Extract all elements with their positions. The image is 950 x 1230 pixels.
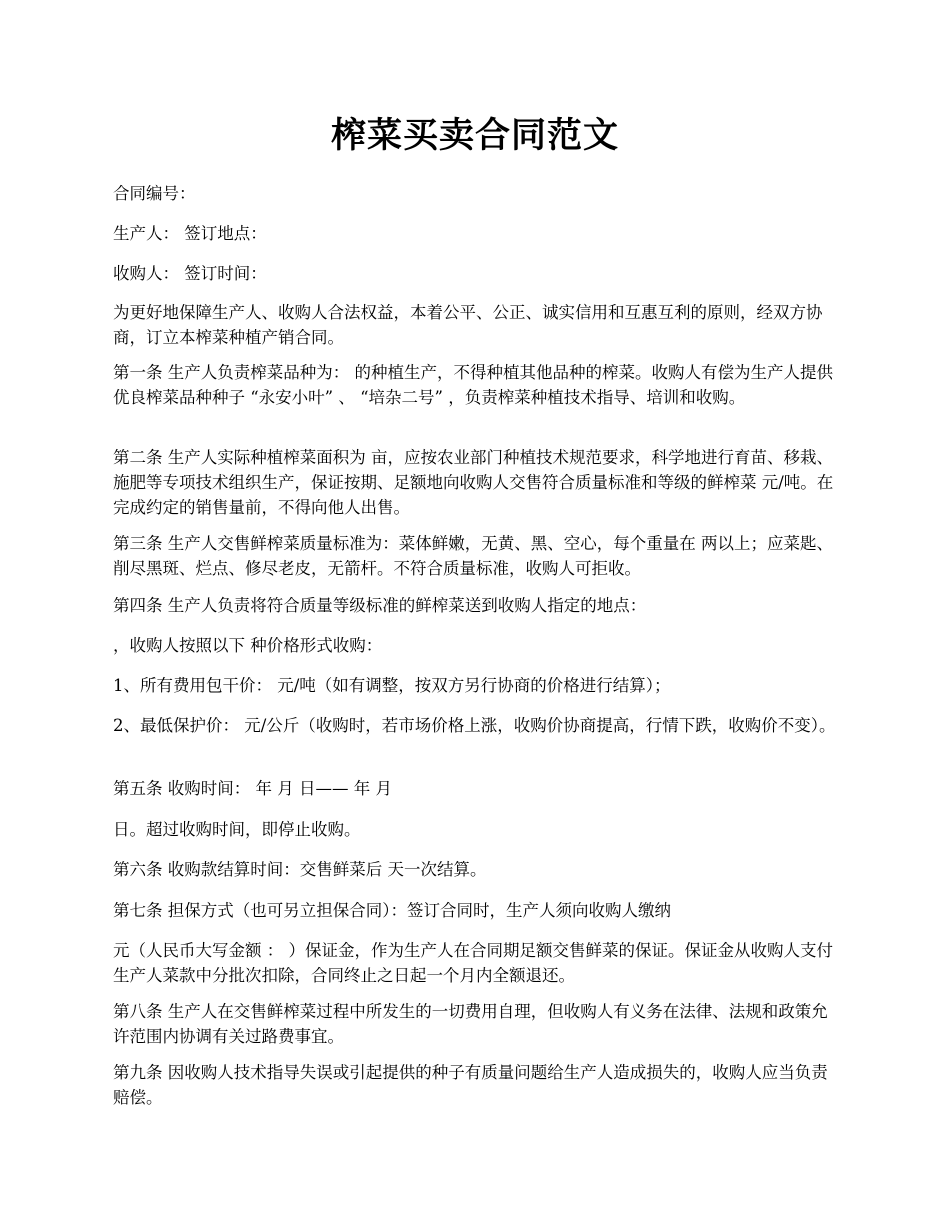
article-7-continuation: 元（人民币大写金额 ： ）保证金，作为生产人在合同期足额交售鲜菜的保证。保证金从收购人支付生产人菜款中分批次扣除，合同终止之日起一个月内全额退还。 [113, 941, 833, 985]
article-5-continuation: 日。超过收购时间，即停止收购。 [113, 820, 361, 839]
preamble-paragraph: 为更好地保障生产人、收购人合法权益，本着公平、公正、诚实信用和互惠互利的原则，经双方协商，订立本榨菜种植产销合同。 [113, 303, 823, 347]
pricing-item-2: 2、最低保护价： 元/公斤（收购时，若市场价格上涨，收购价协商提高，行情下跌，收购价不变）。 [113, 716, 836, 735]
article-9-paragraph: 第九条 因收购人技术指导失误或引起提供的种子有质量问题给生产人造成损失的，收购人应当负责赔偿。 [113, 1063, 828, 1107]
contract-number-line: 合同编号： [113, 184, 196, 203]
article-3-paragraph: 第三条 生产人交售鲜榨菜质量标准为：菜体鲜嫩，无黄、黑、空心，每个重量在 两以上；应菜匙、削尽黑斑、烂点、修尽老皮，无箭杆。不符合质量标准，收购人可拒收。 [113, 534, 833, 578]
article-4-continuation: ，收购人按照以下 种价格形式收购： [113, 636, 383, 655]
article-4-paragraph: 第四条 生产人负责将符合质量等级标准的鲜榨菜送到收购人指定的地点： [113, 596, 647, 615]
pricing-item-1: 1、所有费用包干价： 元/吨（如有调整，按双方另行协商的价格进行结算）； [113, 676, 671, 695]
article-2-paragraph: 第二条 生产人实际种植榨菜面积为 亩，应按农业部门种植技术规范要求，科学地进行育苗、移栽、施肥等专项技术组织生产，保证按期、足额地向收购人交售符合质量标准和等级的鲜榨菜 元/吨。在完成约定的销售量前，不得向他人出售。 [113, 448, 834, 517]
producer-line: 生产人： 签订地点： [113, 224, 267, 243]
article-5-paragraph: 第五条 收购时间： 年 月 日—— 年 月 [113, 779, 392, 798]
article-1-paragraph: 第一条 生产人负责榨菜品种为： 的种植生产，不得种植其他品种的榨菜。收购人有偿为生产人提供优良榨菜品种种子 “永安小叶” 、 “培杂二号” ，负责榨菜种植技术指导、培训和收购。 [113, 363, 833, 407]
article-8-paragraph: 第八条 生产人在交售鲜榨菜过程中所发生的一切费用自理，但收购人有义务在法律、法规和政策允许范围内协调有关过路费事宜。 [113, 1002, 828, 1046]
article-6-paragraph: 第六条 收购款结算时间：交售鲜菜后 天一次结算。 [113, 860, 487, 879]
article-7-paragraph: 第七条 担保方式（也可另立担保合同）：签订合同时，生产人须向收购人缴纳 [113, 901, 671, 920]
document-title: 榨菜买卖合同范文 [330, 115, 619, 156]
purchaser-line: 收购人： 签订时间： [113, 264, 267, 283]
